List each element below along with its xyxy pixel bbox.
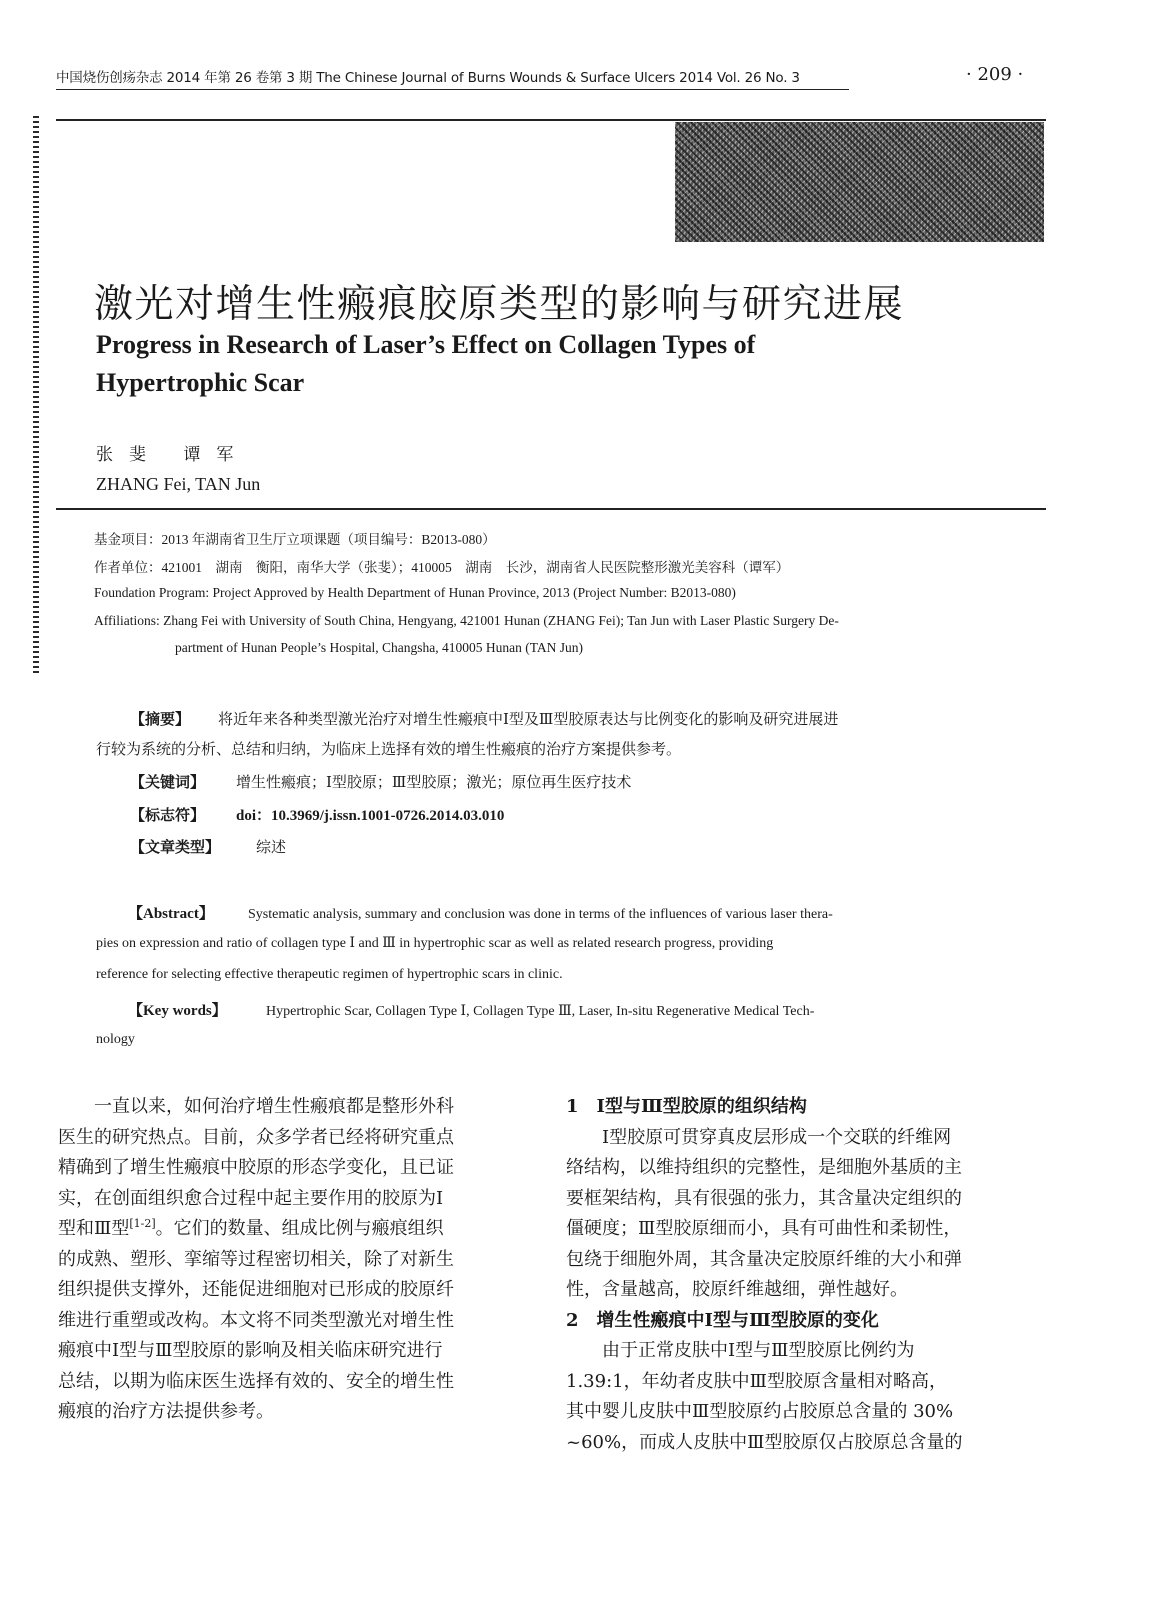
body-right-line: 由于正常皮肤中Ⅰ型与Ⅲ型胶原比例约为	[602, 1340, 915, 1361]
body-left-line: 实，在创面组织愈合过程中起主要作用的胶原为Ⅰ	[58, 1187, 444, 1209]
affiliation-english-line-2: partment of Hunan People’s Hospital, Changsha, 410005 Hunan (TAN Jun)	[175, 640, 583, 655]
abstract-zh-text-1: 将近年来各种类型激光治疗对增生性瘢痕中Ⅰ型及Ⅲ型胶原表达与比例变化的影响及研究进展进	[218, 712, 839, 728]
abstract-en-text-1: Systematic analysis, summary and conclusion was done in terms of the influences of various laser thera-	[248, 907, 833, 922]
body-right-line: Ⅰ型胶原可贯穿真皮层形成一个交联的纤维网	[602, 1126, 952, 1148]
journal-banner-image	[675, 122, 1044, 242]
keywords-en-text-1: Hypertrophic Scar, Collagen Type Ⅰ, Collagen Type Ⅲ, Laser, In-situ Regenerative Medical Tech-	[266, 1004, 815, 1019]
body-left-line: 的成熟、塑形、挛缩等过程密切相关，除了对新生	[58, 1248, 454, 1270]
authors-chinese: 张斐 谭军	[96, 445, 250, 465]
doi-row	[130, 804, 504, 825]
title-english-line-2: Hypertrophic Scar	[96, 368, 305, 397]
header-rule	[56, 119, 1046, 121]
abstract-en-line-3: reference for selecting effective therapeutic regimen of hypertrophic scars in clinic.	[96, 967, 563, 982]
body-left-line: 瘢痕中Ⅰ型与Ⅲ型胶原的影响及相关临床研究进行	[58, 1340, 443, 1361]
abstract-zh-line-2: 行较为系统的分析、总结和归纳，为临床上选择有效的增生性瘢痕的治疗方案提供参考。	[96, 742, 682, 758]
binding-strip-decoration	[33, 116, 39, 674]
body-left-column	[58, 1092, 454, 1428]
body-left-line: 组织提供支撑外，还能促进细胞对已形成的胶原纤	[58, 1279, 454, 1300]
body-left-text: 型和Ⅲ型	[58, 1218, 130, 1239]
abstract-en-line-2: pies on expression and ratio of collagen type Ⅰ and Ⅲ in hypertrophic scar as well as related research progress, providing	[96, 936, 774, 951]
abstract-en-line-1	[128, 902, 833, 923]
body-left-line: 瘢痕的治疗方法提供参考。	[58, 1401, 274, 1422]
section-heading-1: 1 Ⅰ型与Ⅲ型胶原的组织结构	[566, 1096, 807, 1117]
body-right-line: 僵硬度；Ⅲ型胶原细而小，具有可曲性和柔韧性，	[566, 1218, 962, 1239]
keywords-en-label: 【Key words】	[128, 1003, 227, 1019]
article-type-row	[130, 836, 286, 857]
fund-chinese: 基金项目：2013 年湖南省卫生厅立项课题（项目编号：B2013-080）	[94, 532, 496, 547]
body-left-line: 一直以来，如何治疗增生性瘢痕都是整形外科	[94, 1096, 454, 1117]
article-type-text: 综述	[256, 840, 287, 856]
section-heading-2: 2 增生性瘢痕中Ⅰ型与Ⅲ型胶原的变化	[566, 1309, 879, 1331]
authors-rule	[56, 508, 1046, 510]
body-left-text: 。它们的数量、组成比例与瘢痕组织	[155, 1218, 444, 1239]
doi-text: doi：10.3969/j.issn.1001-0726.2014.03.010	[236, 808, 505, 824]
body-left-line: 总结，以期为临床医生选择有效的、安全的增生性	[58, 1370, 454, 1392]
body-left-line: 医生的研究热点。目前，众多学者已经将研究重点	[58, 1126, 454, 1148]
keywords-zh-label: 【关键词】	[130, 775, 206, 791]
body-right-line: 1.39:1，年幼者皮肤中Ⅲ型胶原含量相对略高，	[566, 1370, 947, 1392]
title-english-line-1: Progress in Research of Laser’s Effect on Collagen Types of	[96, 330, 756, 359]
body-right-line: 其中婴儿皮肤中Ⅲ型胶原约占胶原总含量的 30%	[566, 1401, 954, 1422]
fund-english: Foundation Program: Project Approved by Health Department of Hunan Province, 2013 (Project Number: B2013-080)	[94, 585, 736, 600]
keywords-en-line-2: nology	[96, 1032, 135, 1047]
body-right-line: 要框架结构，具有很强的张力，其含量决定组织的	[566, 1187, 962, 1209]
body-right-column	[566, 1092, 962, 1458]
keywords-zh-row	[130, 771, 631, 792]
abstract-en-label: 【Abstract】	[128, 906, 214, 922]
body-left-line: 精确到了增生性瘢痕中胶原的形态学变化，且已证	[58, 1157, 454, 1178]
page-number: · 209 ·	[966, 64, 1024, 85]
body-right-line: 包绕于细胞外周，其含量决定胶原纤维的大小和弹	[566, 1248, 962, 1270]
affiliation-english-line-1: Affiliations: Zhang Fei with University of South China, Hengyang, 421001 Hunan (ZHANG Fei); Tan Jun with Laser Plastic Surgery De-	[94, 613, 839, 628]
keywords-zh-text: 增生性瘢痕；Ⅰ型胶原；Ⅲ型胶原；激光；原位再生医疗技术	[236, 775, 632, 791]
body-right-line: ~60%，而成人皮肤中Ⅲ型胶原仅占胶原总含量的	[566, 1431, 963, 1453]
abstract-zh-line-1	[130, 708, 838, 729]
body-right-line: 络结构，以维持组织的完整性，是细胞外基质的主	[566, 1157, 962, 1178]
authors-english: ZHANG Fei, TAN Jun	[96, 474, 261, 494]
body-right-line: 性，含量越高，胶原纤维越细，弹性越好。	[566, 1279, 908, 1300]
body-left-line: 维进行重塑或改构。本文将不同类型激光对增生性	[58, 1309, 454, 1331]
title-chinese: 激光对增生性瘢痕胶原类型的影响与研究进展	[94, 282, 905, 327]
running-head: 中国烧伤创疡杂志 2014 年第 26 卷第 3 期 The Chinese Journal of Burns Wounds & Surface Ulcers 2014 Vol. 26 No. 3	[56, 66, 849, 90]
keywords-en-line-1	[128, 999, 814, 1020]
abstract-zh-label: 【摘要】	[130, 712, 191, 728]
citation-ref: [1-2]	[129, 1217, 156, 1230]
body-left-line-cited	[58, 1214, 454, 1245]
affiliation-chinese: 作者单位：421001 湖南 衡阳，南华大学（张斐）；410005 湖南 长沙，湖南省人民医院整形激光美容科（谭军）	[94, 560, 790, 575]
article-type-label: 【文章类型】	[130, 840, 221, 856]
title-english	[96, 326, 916, 402]
doi-label: 【标志符】	[130, 808, 206, 824]
